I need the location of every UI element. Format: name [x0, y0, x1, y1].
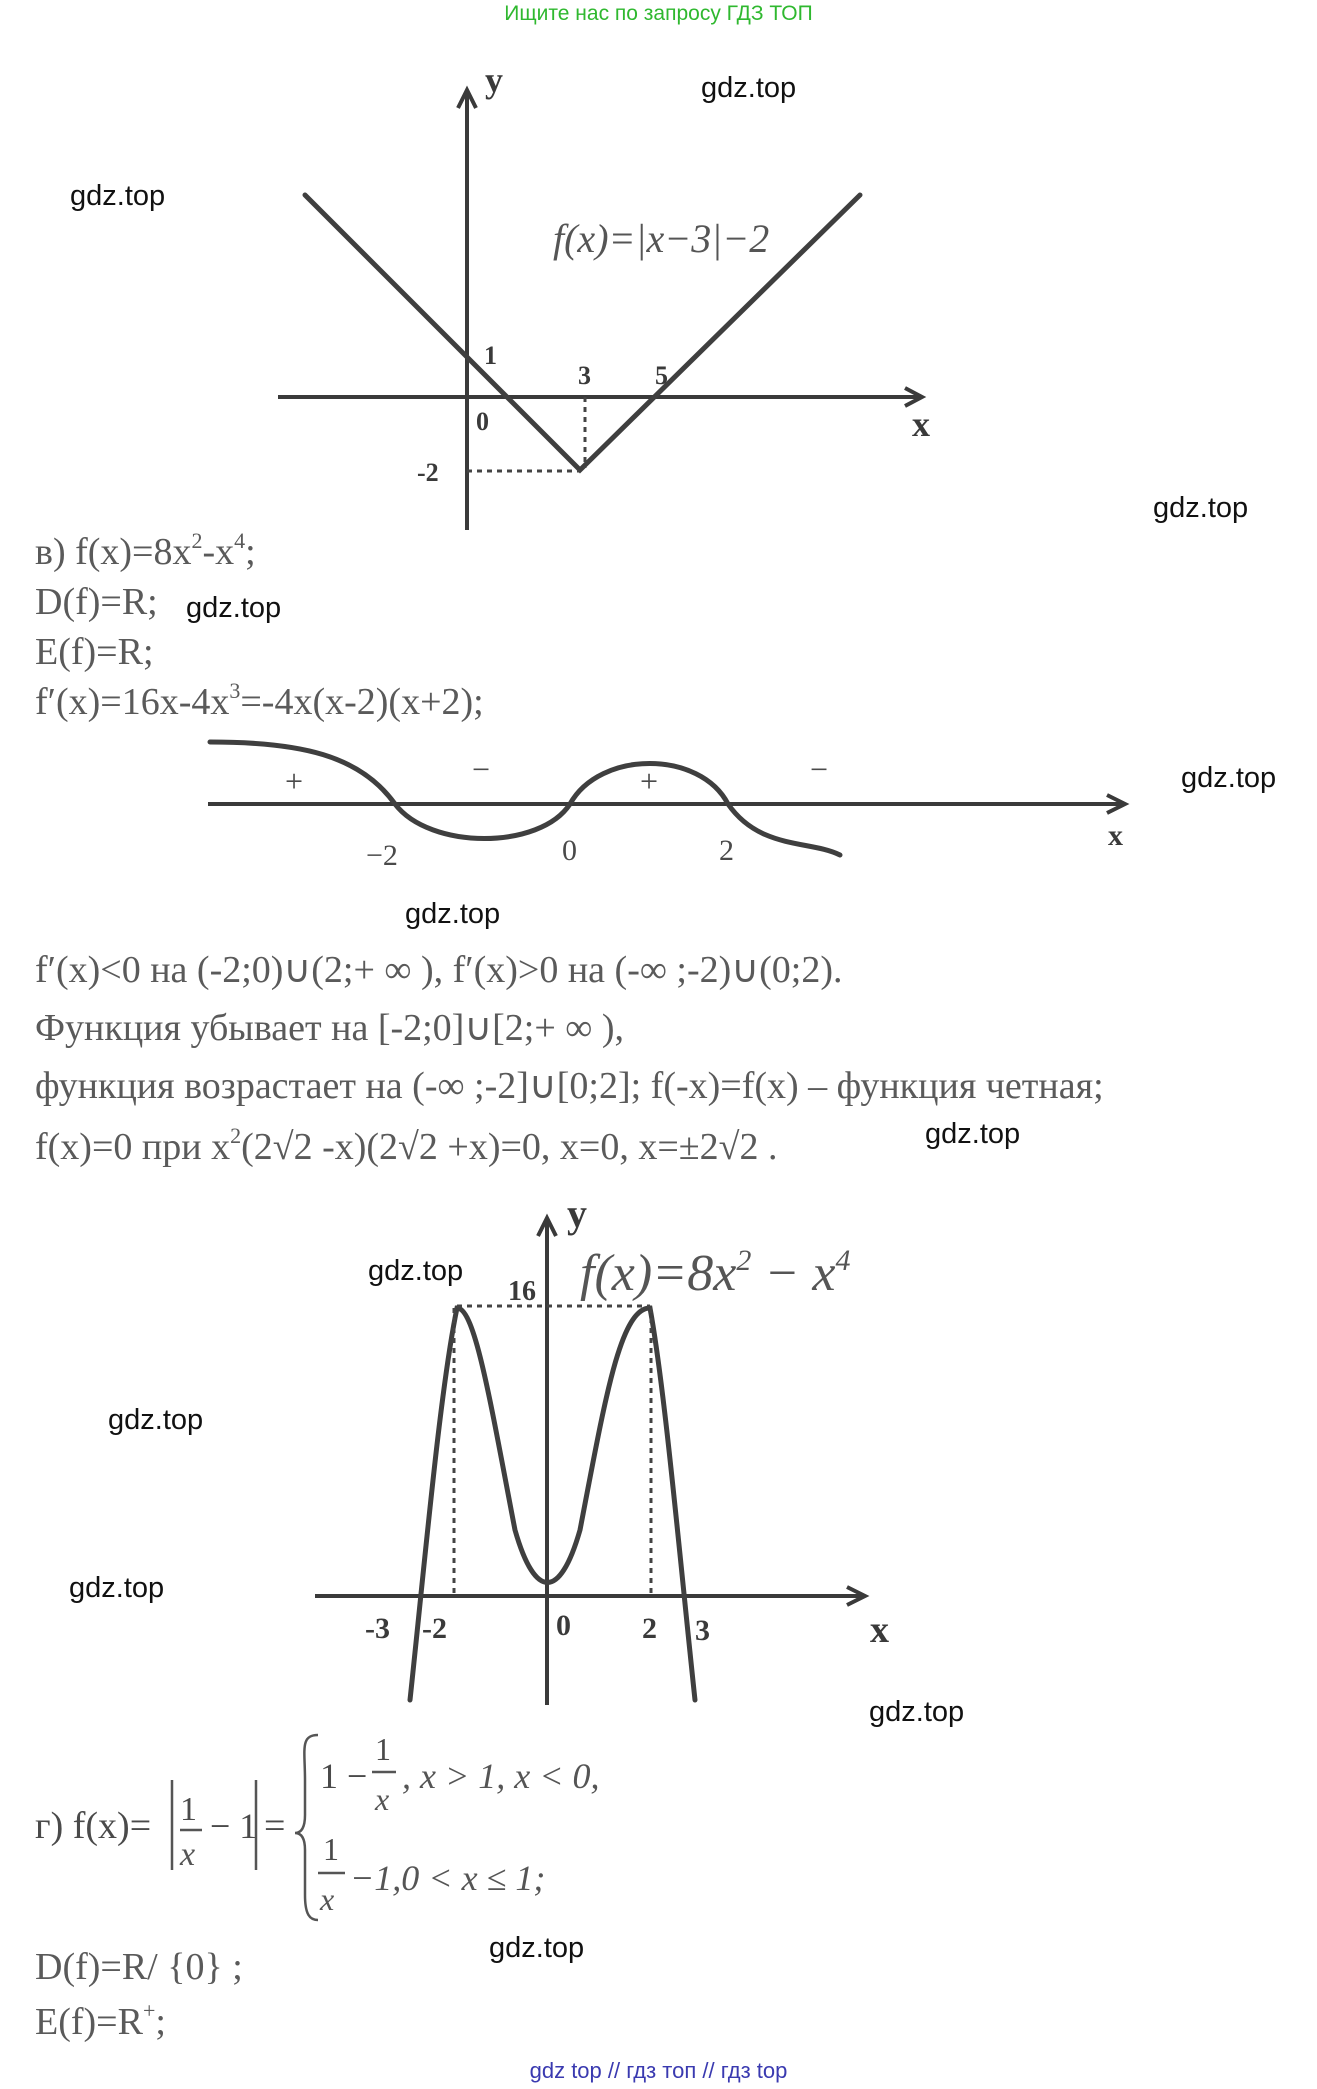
decreasing-intervals: Функция убывает на [-2;0]∪[2;+ ∞ ), — [35, 1007, 625, 1049]
watermark: gdz.top — [186, 592, 282, 624]
svg-text:1 −: 1 − — [320, 1756, 368, 1796]
watermark: gdz.top — [701, 72, 797, 104]
watermark: gdz.top — [70, 180, 166, 212]
svg-text:=: = — [264, 1805, 286, 1847]
increasing-intervals: функция возрастает на (-∞ ;-2]∪[0;2]; f(-x)=f(x) – функция четная; — [35, 1065, 1104, 1107]
label-0: 0 — [556, 1609, 571, 1642]
y-axis-label: y — [567, 1191, 587, 1236]
search-banner: Ищите нас по запросу ГДЗ ТОП — [504, 2, 813, 25]
label-16: 16 — [508, 1276, 536, 1307]
svg-text:г) f(x)=: г) f(x)= — [35, 1805, 152, 1847]
label-1: 1 — [484, 341, 497, 370]
label-minus-2: -2 — [422, 1612, 447, 1645]
part-g-domain: D(f)=R/ {0} ; — [35, 1946, 243, 1988]
watermark: gdz.top — [69, 1572, 165, 1604]
watermark: gdz.top — [489, 1932, 585, 1964]
part-v-range: E(f)=R; — [35, 631, 154, 673]
function-formula: $f(x)=8x^2 - x^4$ — [580, 1244, 851, 1302]
watermark: gdz.top — [869, 1696, 965, 1728]
watermark: gdz.top — [405, 898, 501, 930]
label-3: 3 — [695, 1614, 710, 1647]
sign-minus: − — [472, 751, 491, 787]
label-minus-3: -3 — [365, 1612, 390, 1645]
part-v-function: в) $f(x)=8x^2-x^4$; — [35, 528, 256, 573]
point-minus-2: −2 — [366, 839, 398, 872]
x-axis-label: x — [1108, 819, 1123, 852]
part-v-derivative: $f'(x)=16x-4x^3=-4x(x-2)(x+2)$; — [35, 678, 484, 723]
watermark: gdz.top — [368, 1255, 464, 1287]
label-2: 2 — [642, 1612, 657, 1645]
zeros-line: f(x)=0 при $x^2(2√2$ -x)(2√2 +x)=0, x=0, x=±2√2 . — [35, 1123, 778, 1168]
sign-plus: + — [285, 763, 304, 799]
svg-text:1: 1 — [375, 1731, 391, 1767]
label-minus-2: -2 — [417, 458, 439, 487]
y-axis-label: y — [485, 60, 503, 100]
svg-text:x: x — [375, 1781, 390, 1817]
derivative-intervals: f′(x)<0 на (-2;0)∪(2;+ ∞ ), f′(x)>0 на (-∞ ;-2)∪(0;2). — [35, 949, 843, 991]
svg-text:−1,0 < x ≤ 1;: −1,0 < x ≤ 1; — [350, 1858, 546, 1898]
svg-text:− 1: − 1 — [210, 1806, 258, 1846]
label-5: 5 — [655, 361, 668, 390]
point-2: 2 — [719, 834, 734, 867]
label-3: 3 — [578, 361, 591, 390]
part-v-domain: D(f)=R; — [35, 581, 158, 623]
x-axis-label: x — [870, 1609, 889, 1651]
sign-minus: − — [810, 751, 829, 787]
function-formula: f(x)=|x−3|−2 — [553, 216, 770, 261]
sign-plus: + — [640, 763, 659, 799]
point-0: 0 — [562, 834, 577, 867]
svg-text:1: 1 — [323, 1831, 339, 1867]
svg-text:1: 1 — [180, 1791, 197, 1828]
svg-text:x: x — [180, 1836, 196, 1873]
label-0: 0 — [476, 407, 489, 436]
part-g-formula — [0, 1720, 1317, 1920]
watermark: gdz.top — [108, 1404, 204, 1436]
watermark: gdz.top — [1181, 762, 1277, 794]
part-g-range: E(f)=R+; — [35, 1998, 166, 2043]
watermark: gdz.top — [925, 1118, 1021, 1150]
footer-links[interactable]: gdz top // гдз топ // гдз top — [529, 2058, 788, 2083]
x-axis-label: x — [912, 404, 930, 444]
watermark: gdz.top — [1153, 492, 1249, 524]
svg-text:x: x — [320, 1881, 335, 1917]
svg-text:, x > 1, x < 0,: , x > 1, x < 0, — [402, 1756, 600, 1796]
